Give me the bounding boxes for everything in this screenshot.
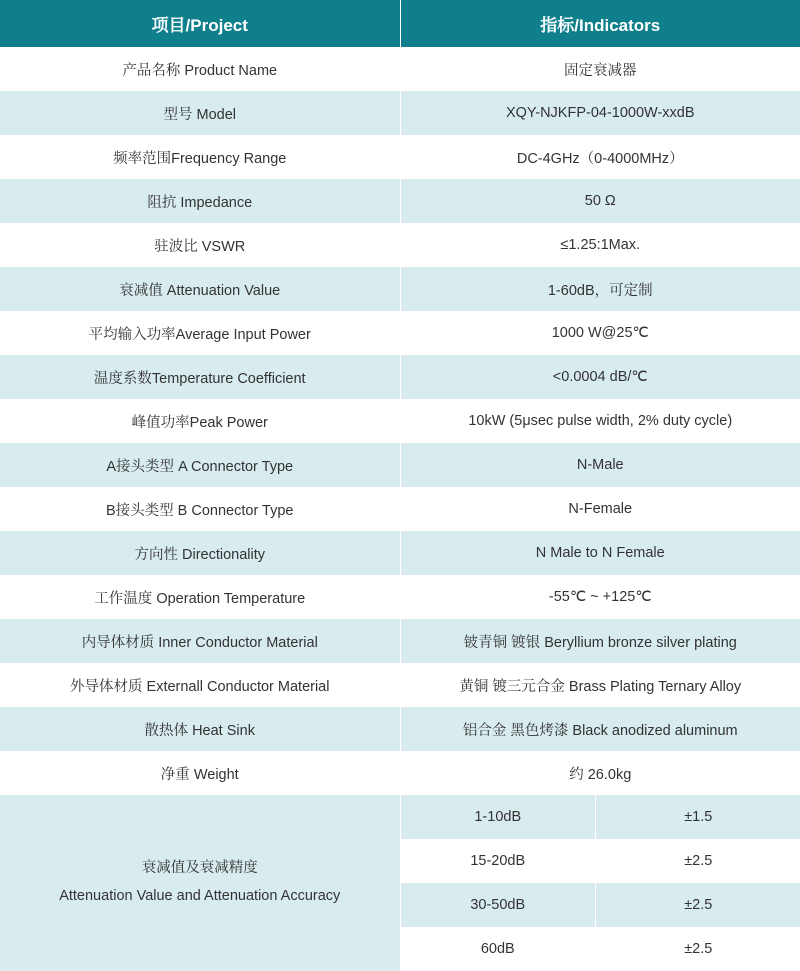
row-value: N-Female: [400, 487, 800, 531]
table-row: [0, 179, 800, 223]
table-row: [0, 355, 800, 399]
accuracy-value: ±1.5: [596, 795, 800, 839]
table-body: [0, 47, 800, 971]
accuracy-value: ±2.5: [596, 883, 800, 927]
accuracy-row: [401, 839, 800, 883]
row-label: 衰减值 Attenuation Value: [0, 267, 400, 311]
row-label: 产品名称 Product Name: [0, 47, 400, 91]
row-value: 1000 W@25℃: [400, 311, 800, 355]
row-value: N Male to N Female: [400, 531, 800, 575]
row-value: 铍青铜 镀银 Beryllium bronze silver plating: [400, 619, 800, 663]
accuracy-label: [0, 795, 400, 971]
row-value: 10kW (5μsec pulse width, 2% duty cycle): [400, 399, 800, 443]
row-label: 平均输入功率Average Input Power: [0, 311, 400, 355]
header-row: [0, 0, 800, 47]
accuracy-value: ±2.5: [596, 927, 800, 971]
accuracy-row: [401, 883, 800, 927]
row-value: <0.0004 dB/℃: [400, 355, 800, 399]
table-row: [0, 443, 800, 487]
row-label: 外导体材质 Externall Conductor Material: [0, 663, 400, 707]
accuracy-label-line-cn: 衰减值及衰减精度: [8, 855, 392, 883]
row-label: 型号 Model: [0, 91, 400, 135]
accuracy-row: [401, 927, 800, 971]
row-label: 净重 Weight: [0, 751, 400, 795]
row-label: A接头类型 A Connector Type: [0, 443, 400, 487]
row-value: 50 Ω: [400, 179, 800, 223]
table-row: [0, 751, 800, 795]
table-row: [0, 311, 800, 355]
row-label: 散热体 Heat Sink: [0, 707, 400, 751]
table-row: [0, 531, 800, 575]
row-label: 驻波比 VSWR: [0, 223, 400, 267]
table-row: [0, 663, 800, 707]
row-label: 频率范围Frequency Range: [0, 135, 400, 179]
table-row: [0, 47, 800, 91]
table-row: [0, 91, 800, 135]
table-row: [0, 135, 800, 179]
table-row: [0, 223, 800, 267]
accuracy-section-row: [0, 795, 800, 971]
row-value: 固定衰减器: [400, 47, 800, 91]
row-value: XQY-NJKFP-04-1000W-xxdB: [400, 91, 800, 135]
row-label: B接头类型 B Connector Type: [0, 487, 400, 531]
accuracy-value: ±2.5: [596, 839, 800, 883]
row-label: 工作温度 Operation Temperature: [0, 575, 400, 619]
table-row: [0, 267, 800, 311]
accuracy-label-line-en: Attenuation Value and Attenuation Accuracy: [8, 883, 392, 911]
row-label: 阻抗 Impedance: [0, 179, 400, 223]
accuracy-table: [401, 795, 800, 971]
accuracy-range: 15-20dB: [401, 839, 596, 883]
row-value: 铝合金 黑色烤漆 Black anodized aluminum: [400, 707, 800, 751]
row-label: 方向性 Directionality: [0, 531, 400, 575]
accuracy-values-cell: [400, 795, 800, 971]
accuracy-range: 30-50dB: [401, 883, 596, 927]
table-row: [0, 619, 800, 663]
table-row: [0, 487, 800, 531]
row-value: DC-4GHz（0-4000MHz）: [400, 135, 800, 179]
row-label: 峰值功率Peak Power: [0, 399, 400, 443]
row-value: 1-60dB，可定制: [400, 267, 800, 311]
row-label: 温度系数Temperature Coefficient: [0, 355, 400, 399]
accuracy-range: 60dB: [401, 927, 596, 971]
table-row: [0, 399, 800, 443]
table-row: [0, 575, 800, 619]
row-value: N-Male: [400, 443, 800, 487]
accuracy-row: [401, 795, 800, 839]
header-indicators: 指标/Indicators: [400, 0, 800, 47]
accuracy-range: 1-10dB: [401, 795, 596, 839]
row-value: -55℃ ~ +125℃: [400, 575, 800, 619]
row-value: 约 26.0kg: [400, 751, 800, 795]
header-project: 项目/Project: [0, 0, 400, 47]
row-value: ≤1.25:1Max.: [400, 223, 800, 267]
table-header: [0, 0, 800, 47]
table-row: [0, 707, 800, 751]
row-value: 黄铜 镀三元合金 Brass Plating Ternary Alloy: [400, 663, 800, 707]
row-label: 内导体材质 Inner Conductor Material: [0, 619, 400, 663]
